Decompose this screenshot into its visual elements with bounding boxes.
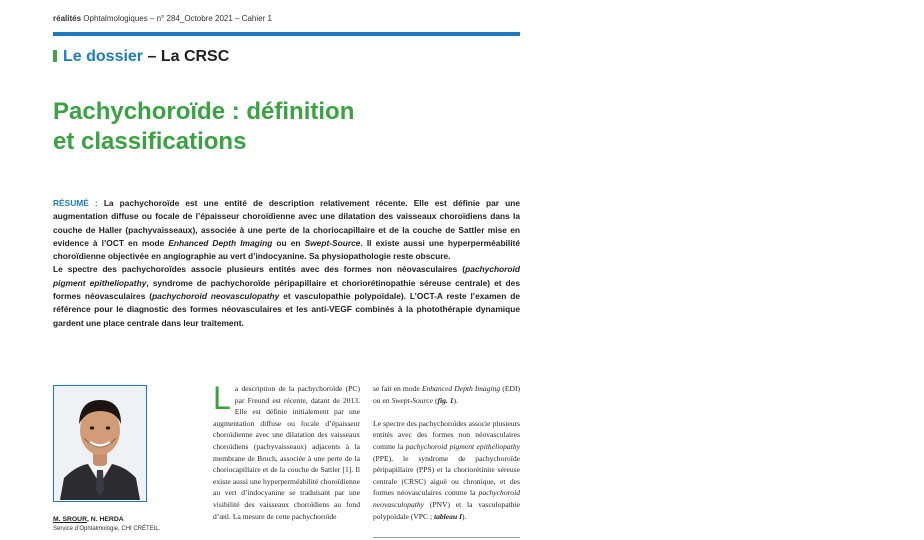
body-term: pachychoroid pigment epitheliopathy [405,441,520,451]
section-topic: – La CRSC [147,48,230,65]
body-text: (EDI) ou en [373,384,521,405]
author-affiliation: Service d’Ophtalmologie, CHI CRÉTEIL. [53,526,161,532]
journal-brand: réalités [53,14,82,23]
abstract-label: RÉSUMÉ : [53,198,98,208]
body-paragraph [373,383,520,406]
author-names [53,516,124,523]
body-term: Enhanced Depth Imaging [421,384,501,393]
body-text: (PPE), le syndrome de pachychoroïde péripapillaire (PPS) et la choriorétinite séreuse centrale (CRSC) aiguë ou chronique, et des formes néovasculaires comme la [373,453,520,498]
body-text: ( [433,395,438,405]
body-term: Swept-Source [391,395,434,405]
author-photo [53,385,147,502]
abstract-term: Enhanced Depth Imaging [168,237,273,248]
abstract-text: , syndrome de pachychoroïde péripapillaire et choriorétinopathie séreuse centrale) et des formes néovasculaires ( [53,277,520,302]
body-text: Le spectre des pachychoroïdes associe plusieurs entités avec des formes non néovasculaires comme la [373,418,520,451]
body-text: (PNV) et la vasculopathie polypoïdale (VPC ; [373,499,520,521]
body-column-2 [373,383,520,522]
abstract-term: Swept-Source [304,237,361,248]
abstract-paragraph-2 [53,263,520,329]
figure-reference: fig. 1 [437,395,454,405]
author-separator: , [87,516,91,523]
abstract [53,197,520,330]
drop-cap: L [213,380,231,416]
author-name-1: M. SROUR [53,516,87,523]
running-header [53,14,272,23]
body-text: ). [453,395,458,405]
abstract-term: pachychoroid pigment epitheliopathy [53,264,520,288]
body-text: se fait en mode [373,384,422,393]
abstract-text: La pachychoroïde est une entité de description relativement récente. Elle est définie par une augmentation diffuse ou focale de l’épaisseur choroïdienne avec une dilatation des vaisseaux choroïdiens dans la couche de Haller (pachyvaisseaux), associée à une perte de la choriocapillaire et de la couche de Sattler mise en evidence à l’OCT en mode [53,198,520,248]
section-marker [53,50,57,62]
abstract-text: et vasculopathie polypoïdale). L’OCT-A reste l’examen de référence pour le diagnostic des formes néovasculaires et les anti-VEGF combinés à la photothérapie dynamique gardent une place centrale dans leur traitement. [53,291,520,328]
body-term: pachychoroid neovasculopathy [373,488,520,509]
column-rule [373,537,520,538]
title-line-1: Pachychoroïde : définition [53,98,355,125]
title-line-2: et classifications [53,128,247,155]
abstract-paragraph-1 [53,197,520,263]
abstract-term: pachychoroid neovasculopathy [152,291,280,302]
abstract-text: . Il existe aussi une hyperperméabilité choroïdienne objectivée en angiographie au vert d’indocyanine. Sa physiopathologie reste obscure. [53,237,520,262]
abstract-text: ou en [272,237,305,248]
body-paragraph: a description de la pachychoroïde (PC) par Freund est récente, datant de 2013. Elle est définie initialement par une augmentation diffuse ou focale d’épaisseur choroïdienne avec une dilatation des vaisseaux choroïdiens (pachyvaisseaux) adjacents à la membrane de Bruch, associée à une perte de la choriocapillaire et de la couche de Sattler [1]. Il existe aussi une hyperperméabilité choroïdienne au vert d’indocyanine se traduisant par une visibilité des vaisseaux choroïdiens au fond d’œil. La mesure de cette pachychoroïde [213,384,360,521]
issue-info: Ophtalmologiques – n° 284_Octobre 2021 – Cahier 1 [83,14,272,23]
article-title [53,97,513,157]
header-rule [53,32,520,36]
table-reference: tableau I [433,511,463,521]
author-portrait-image [54,386,145,500]
body-text: ). [462,511,467,521]
abstract-text: Le spectre des pachychoroïdes associe plusieurs entités avec des formes non néovasculaires ( [53,264,466,275]
body-column-1 [213,380,360,522]
author-name-2: N. HERDA [90,516,124,523]
section-kicker: Le dossier [63,48,144,65]
body-paragraph [373,418,520,522]
section-heading [53,48,229,66]
